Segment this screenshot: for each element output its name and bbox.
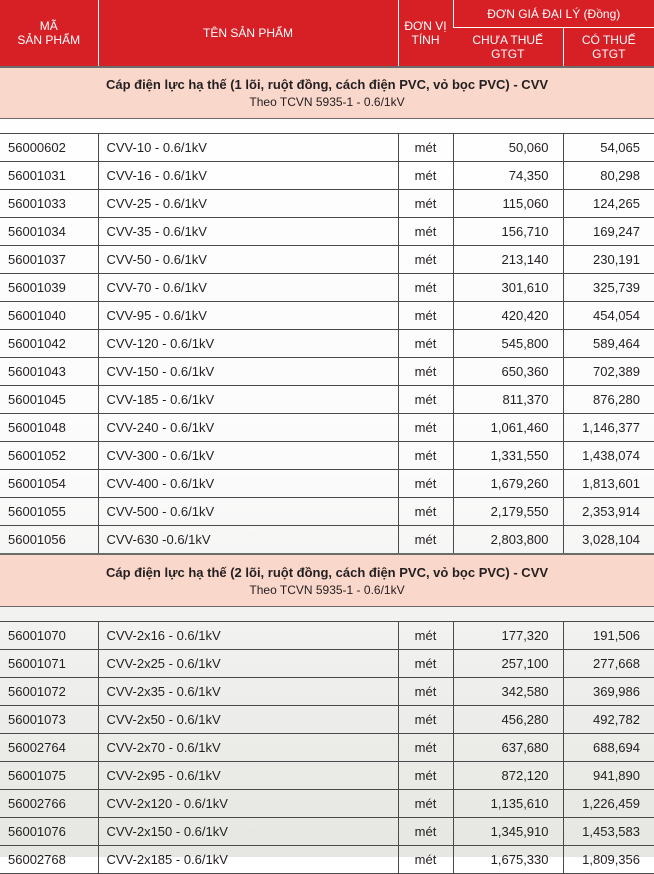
table-row — [0, 386, 654, 414]
header-unit-label: ĐƠN VỊ TÍNH — [404, 19, 447, 47]
product-name-cell: CVV-300 - 0.6/1kV — [98, 442, 398, 470]
product-code-cell: 56001033 — [0, 190, 98, 218]
price-incl-vat-cell: 3,028,104 — [563, 526, 654, 555]
section-header — [0, 554, 654, 607]
unit-cell: mét — [398, 734, 453, 762]
unit-cell: mét — [398, 818, 453, 846]
price-incl-vat-cell: 1,813,601 — [563, 470, 654, 498]
product-name-cell: CVV-2x70 - 0.6/1kV — [98, 734, 398, 762]
spacer-cell — [0, 119, 654, 134]
header-name — [98, 0, 398, 67]
product-code-cell: 56001048 — [0, 414, 98, 442]
price-incl-vat-cell: 169,247 — [563, 218, 654, 246]
price-excl-vat-cell: 650,360 — [453, 358, 563, 386]
table-row — [0, 274, 654, 302]
product-code-cell: 56001070 — [0, 622, 98, 650]
header-price-incl — [563, 28, 654, 68]
price-excl-vat-cell: 50,060 — [453, 134, 563, 162]
product-code-cell: 56001034 — [0, 218, 98, 246]
price-excl-vat-cell: 1,345,910 — [453, 818, 563, 846]
unit-cell: mét — [398, 846, 453, 874]
product-code-cell: 56001073 — [0, 706, 98, 734]
product-name-cell: CVV-50 - 0.6/1kV — [98, 246, 398, 274]
section-header — [0, 67, 654, 119]
header-price-group — [453, 0, 654, 28]
price-excl-vat-cell: 545,800 — [453, 330, 563, 358]
unit-cell: mét — [398, 386, 453, 414]
product-code-cell: 56001055 — [0, 498, 98, 526]
header-price-excl — [453, 28, 563, 68]
section-cell — [0, 554, 654, 607]
price-excl-vat-cell: 74,350 — [453, 162, 563, 190]
price-excl-vat-cell: 301,610 — [453, 274, 563, 302]
unit-cell: mét — [398, 706, 453, 734]
unit-cell: mét — [398, 162, 453, 190]
price-excl-vat-cell: 456,280 — [453, 706, 563, 734]
product-code-cell: 56001071 — [0, 650, 98, 678]
product-name-cell: CVV-70 - 0.6/1kV — [98, 274, 398, 302]
table-row — [0, 734, 654, 762]
price-excl-vat-cell: 1,679,260 — [453, 470, 563, 498]
price-incl-vat-cell: 1,226,459 — [563, 790, 654, 818]
unit-cell: mét — [398, 622, 453, 650]
price-excl-vat-cell: 1,331,550 — [453, 442, 563, 470]
product-code-cell: 56001045 — [0, 386, 98, 414]
product-code-cell: 56001056 — [0, 526, 98, 555]
product-name-cell: CVV-2x120 - 0.6/1kV — [98, 790, 398, 818]
product-name-cell: CVV-95 - 0.6/1kV — [98, 302, 398, 330]
price-excl-vat-cell: 1,135,610 — [453, 790, 563, 818]
price-excl-vat-cell: 115,060 — [453, 190, 563, 218]
section-subtitle: Theo TCVN 5935-1 - 0.6/1kV — [249, 582, 405, 597]
price-excl-vat-cell: 213,140 — [453, 246, 563, 274]
unit-cell: mét — [398, 470, 453, 498]
section-subtitle: Theo TCVN 5935-1 - 0.6/1kV — [249, 95, 405, 109]
product-name-cell: CVV-25 - 0.6/1kV — [98, 190, 398, 218]
product-code-cell: 56001031 — [0, 162, 98, 190]
unit-cell: mét — [398, 330, 453, 358]
price-incl-vat-cell: 80,298 — [563, 162, 654, 190]
table-row — [0, 134, 654, 162]
price-excl-vat-cell: 257,100 — [453, 650, 563, 678]
unit-cell: mét — [398, 246, 453, 274]
table-row — [0, 358, 654, 386]
table-body — [0, 67, 654, 874]
price-excl-vat-cell: 811,370 — [453, 386, 563, 414]
unit-cell: mét — [398, 358, 453, 386]
table-header — [0, 0, 654, 67]
unit-cell: mét — [398, 302, 453, 330]
price-incl-vat-cell: 277,668 — [563, 650, 654, 678]
price-excl-vat-cell: 2,803,800 — [453, 526, 563, 555]
table-row — [0, 818, 654, 846]
price-excl-vat-cell: 2,179,550 — [453, 498, 563, 526]
product-code-cell: 56001076 — [0, 818, 98, 846]
product-name-cell: CVV-35 - 0.6/1kV — [98, 218, 398, 246]
table-row — [0, 790, 654, 818]
price-incl-vat-cell: 1,146,377 — [563, 414, 654, 442]
price-excl-vat-cell: 1,675,330 — [453, 846, 563, 874]
unit-cell: mét — [398, 762, 453, 790]
unit-cell: mét — [398, 678, 453, 706]
table-row — [0, 846, 654, 874]
price-incl-vat-cell: 230,191 — [563, 246, 654, 274]
price-excl-vat-cell: 156,710 — [453, 218, 563, 246]
price-incl-vat-cell: 191,506 — [563, 622, 654, 650]
price-incl-vat-cell: 702,389 — [563, 358, 654, 386]
header-code — [0, 0, 98, 67]
header-name-label: TÊN SẢN PHẨM — [202, 26, 293, 40]
table-row — [0, 246, 654, 274]
price-excl-vat-cell: 420,420 — [453, 302, 563, 330]
product-code-cell: 56001075 — [0, 762, 98, 790]
spacer-cell — [0, 607, 654, 622]
product-name-cell: CVV-240 - 0.6/1kV — [98, 414, 398, 442]
price-incl-vat-cell: 492,782 — [563, 706, 654, 734]
unit-cell: mét — [398, 650, 453, 678]
table-row — [0, 218, 654, 246]
product-code-cell: 56001042 — [0, 330, 98, 358]
price-incl-vat-cell: 1,438,074 — [563, 442, 654, 470]
table-row — [0, 678, 654, 706]
unit-cell: mét — [398, 790, 453, 818]
product-code-cell: 56001040 — [0, 302, 98, 330]
spacer-row — [0, 119, 654, 134]
spacer-row — [0, 607, 654, 622]
price-incl-vat-cell: 369,986 — [563, 678, 654, 706]
product-code-cell: 56002768 — [0, 846, 98, 874]
table-row — [0, 622, 654, 650]
product-name-cell: CVV-400 - 0.6/1kV — [98, 470, 398, 498]
table-row — [0, 498, 654, 526]
price-excl-vat-cell: 342,580 — [453, 678, 563, 706]
header-price-excl-label: CHƯA THUẾ GTGT — [472, 33, 544, 61]
header-unit — [398, 0, 453, 67]
price-incl-vat-cell: 54,065 — [563, 134, 654, 162]
product-name-cell: CVV-2x35 - 0.6/1kV — [98, 678, 398, 706]
product-code-cell: 56001052 — [0, 442, 98, 470]
product-name-cell: CVV-2x150 - 0.6/1kV — [98, 818, 398, 846]
table-row — [0, 302, 654, 330]
product-code-cell: 56002764 — [0, 734, 98, 762]
product-name-cell: CVV-2x25 - 0.6/1kV — [98, 650, 398, 678]
price-excl-vat-cell: 872,120 — [453, 762, 563, 790]
table-row — [0, 526, 654, 555]
price-incl-vat-cell: 876,280 — [563, 386, 654, 414]
unit-cell: mét — [398, 190, 453, 218]
unit-cell: mét — [398, 414, 453, 442]
table-row — [0, 414, 654, 442]
unit-cell: mét — [398, 134, 453, 162]
table-row — [0, 330, 654, 358]
product-name-cell: CVV-120 - 0.6/1kV — [98, 330, 398, 358]
product-name-cell: CVV-2x50 - 0.6/1kV — [98, 706, 398, 734]
unit-cell: mét — [398, 442, 453, 470]
unit-cell: mét — [398, 218, 453, 246]
product-code-cell: 56002766 — [0, 790, 98, 818]
product-name-cell: CVV-2x16 - 0.6/1kV — [98, 622, 398, 650]
product-code-cell: 56001054 — [0, 470, 98, 498]
price-incl-vat-cell: 2,353,914 — [563, 498, 654, 526]
price-incl-vat-cell: 589,464 — [563, 330, 654, 358]
price-incl-vat-cell: 325,739 — [563, 274, 654, 302]
price-incl-vat-cell: 688,694 — [563, 734, 654, 762]
product-name-cell: CVV-2x185 - 0.6/1kV — [98, 846, 398, 874]
table-row — [0, 470, 654, 498]
product-name-cell: CVV-150 - 0.6/1kV — [98, 358, 398, 386]
product-name-cell: CVV-10 - 0.6/1kV — [98, 134, 398, 162]
table-row — [0, 190, 654, 218]
product-name-cell: CVV-2x95 - 0.6/1kV — [98, 762, 398, 790]
product-name-cell: CVV-630 -0.6/1kV — [98, 526, 398, 555]
product-name-cell: CVV-16 - 0.6/1kV — [98, 162, 398, 190]
section-title: Cáp điện lực hạ thế (2 lõi, ruột đồng, cách điện PVC, vỏ bọc PVC) - CVV — [105, 564, 549, 580]
section-cell — [0, 67, 654, 119]
price-incl-vat-cell: 1,453,583 — [563, 818, 654, 846]
section-title: Cáp điện lực hạ thế (1 lõi, ruột đồng, cách điện PVC, vỏ bọc PVC) - CVV — [105, 77, 549, 92]
price-excl-vat-cell: 637,680 — [453, 734, 563, 762]
header-code-label: MÃ SẢN PHẨM — [17, 19, 81, 47]
unit-cell: mét — [398, 526, 453, 555]
price-incl-vat-cell: 1,809,356 — [563, 846, 654, 874]
table-row — [0, 650, 654, 678]
price-excl-vat-cell: 177,320 — [453, 622, 563, 650]
unit-cell: mét — [398, 274, 453, 302]
product-code-cell: 56001043 — [0, 358, 98, 386]
table-row — [0, 762, 654, 790]
product-code-cell: 56001037 — [0, 246, 98, 274]
product-name-cell: CVV-185 - 0.6/1kV — [98, 386, 398, 414]
header-price-incl-label: CÓ THUẾ GTGT — [581, 33, 636, 61]
header-price-group-label: ĐƠN GIÁ ĐẠI LÝ (Đồng) — [487, 6, 621, 21]
price-incl-vat-cell: 454,054 — [563, 302, 654, 330]
product-code-cell: 56001039 — [0, 274, 98, 302]
product-name-cell: CVV-500 - 0.6/1kV — [98, 498, 398, 526]
product-code-cell: 56000602 — [0, 134, 98, 162]
table-row — [0, 162, 654, 190]
price-incl-vat-cell: 124,265 — [563, 190, 654, 218]
price-excl-vat-cell: 1,061,460 — [453, 414, 563, 442]
table-row — [0, 442, 654, 470]
table-row — [0, 706, 654, 734]
product-code-cell: 56001072 — [0, 678, 98, 706]
unit-cell: mét — [398, 498, 453, 526]
price-incl-vat-cell: 941,890 — [563, 762, 654, 790]
